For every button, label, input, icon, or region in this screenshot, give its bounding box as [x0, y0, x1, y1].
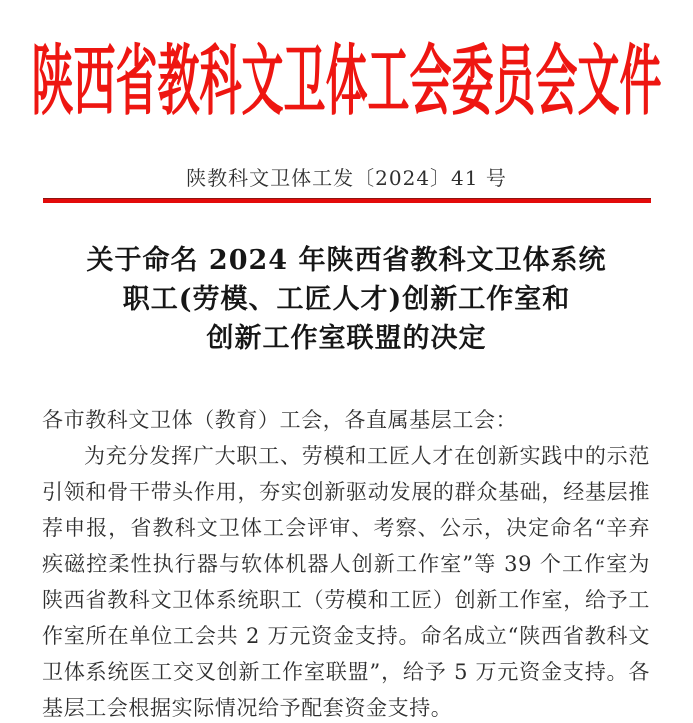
- document-title-line-1: 关于命名 2024 年陕西省教科文卫体系统: [86, 245, 607, 276]
- letterhead-org-title: 陕西省教科文卫体工会委员会文件: [31, 36, 662, 126]
- red-divider-rule: [43, 198, 651, 203]
- document-title-line-3: 创新工作室联盟的决定: [206, 323, 487, 354]
- document-title-line-2: 职工(劳模、工匠人才)创新工作室和: [122, 284, 571, 315]
- document-title: [0, 241, 693, 358]
- body-paragraph: 为充分发挥广大职工、劳模和工匠人才在创新实践中的示范引领和骨干带头作用，夯实创新驱动发展的群众基础，经基层推荐申报，省教科文卫体工会评审、考察、公示，决定命名“辛弃疾磁控柔性执行器与软体机器人创新工作室”等 39 个工作室为陕西省教科文卫体系统职工（劳模和工匠）创新工作室，给予工作室所在单位工会共 2 万元资金支持。命名成立“陕西省教科文卫体系统医工交叉创新工作室联盟”，给予 5 万元资金支持。各基层工会根据实际情况给予配套资金支持。: [42, 444, 650, 720]
- document-body: [42, 402, 650, 723]
- letterhead-banner: [0, 22, 693, 126]
- salutation-line: 各市教科文卫体（教育）工会，各直属基层工会：: [42, 408, 518, 432]
- document-reference-number: 陕教科文卫体工发〔2024〕41 号: [186, 166, 507, 190]
